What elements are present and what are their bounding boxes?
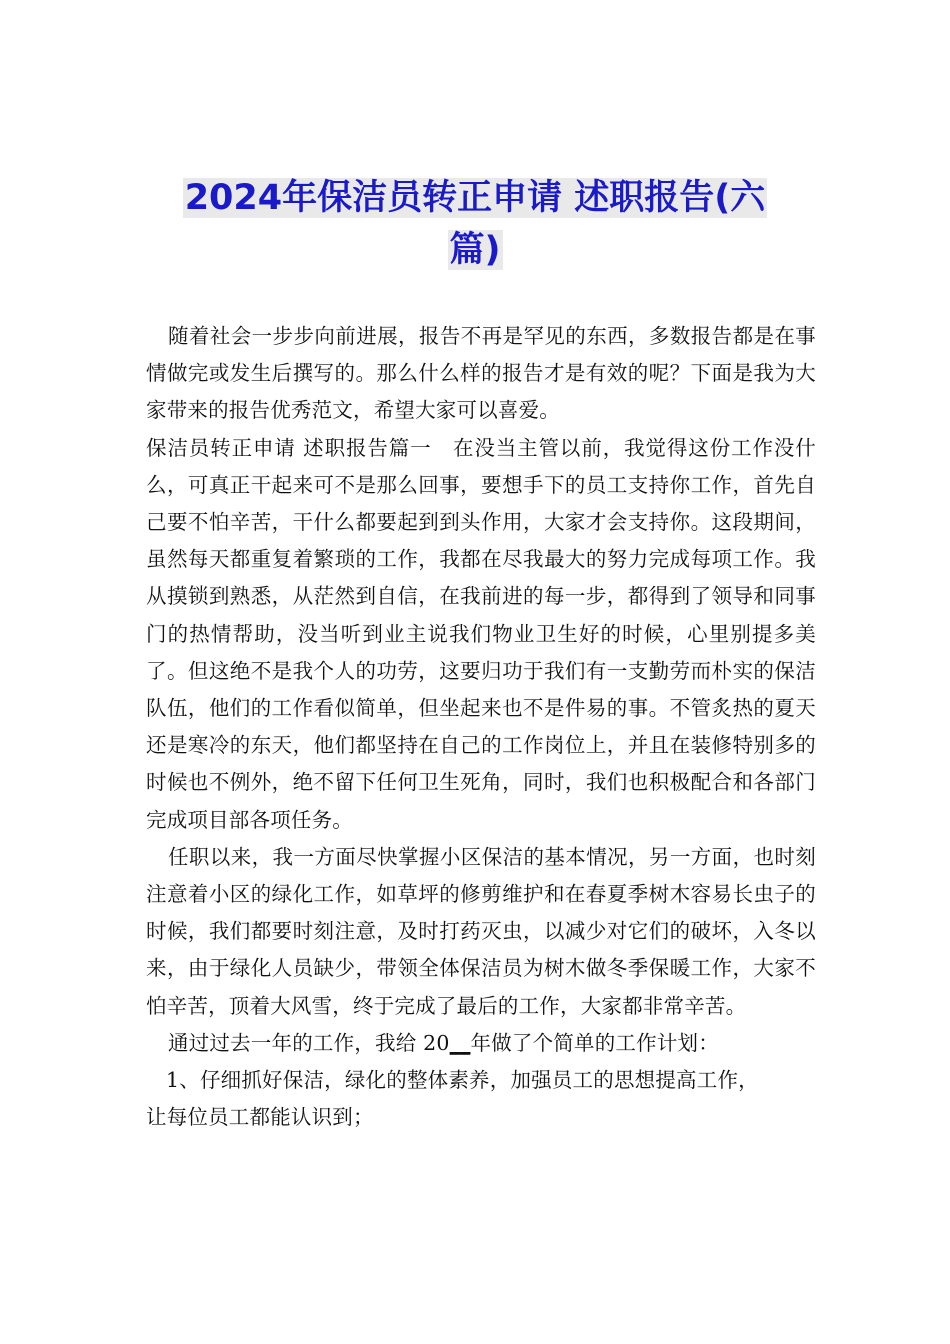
- document-title: [160, 172, 790, 276]
- document-body: [146, 318, 816, 1136]
- plan-item-1: 1、仔细抓好保洁，绿化的整体素养，加强员工的思想提高工作，: [166, 1068, 759, 1093]
- title-line-1: 2024年保洁员转正申请 述职报告(六: [184, 178, 766, 218]
- plan-intro-paragraph: [146, 1025, 816, 1062]
- year-blank: __: [449, 1030, 471, 1055]
- section-1-paragraph: 保洁员转正申请 述职报告篇一 在没当主管以前，我觉得这份工作没什么，可真正干起来可不是那么回事，要想手下的员工支持你工作，首先自己要不怕辛苦，干什么都要起到到头作用，大家才会支持你。这段期间，虽然每天都重复着繁琐的工作，我都在尽我最大的努力完成每项工作。我从摸锁到熟悉，从茫然到自信，在我前进的每一步，都得到了领导和同事门的热情帮助，没当听到业主说我们物业卫生好的时候，心里别提多美了。但这绝不是我个人的功劳，这要归功于我们有一支勤劳而朴实的保洁队伍，他们的工作看似简单，但坐起来也不是件易的事。不管炙热的夏天还是寒冷的东天，他们都坚持在自己的工作岗位上，并且在装修特别多的时候也不例外，绝不留下任何卫生死角，同时，我们也积极配合和各部门完成项目部各项任务。: [146, 435, 816, 832]
- title-line-2: 篇): [449, 230, 501, 270]
- intro-paragraph: 随着社会一步步向前进展，报告不再是罕见的东西，多数报告都是在事情做完或发生后撰写的。那么什么样的报告才是有效的呢？下面是我为大家带来的报告优秀范文，希望大家可以喜爱。: [146, 324, 816, 423]
- plan-intro-text-b: 年做了个简单的工作计划：: [470, 1030, 719, 1055]
- plan-intro-text-a: 通过过去一年的工作，我给 20: [168, 1030, 450, 1055]
- plan-item-1-continued: 让每位员工都能认识到；: [146, 1105, 374, 1130]
- duties-paragraph: 任职以来，我一方面尽快掌握小区保洁的基本情况，另一方面，也时刻注意着小区的绿化工作，如草坪的修剪维护和在春夏季树木容易长虫子的时候，我们都要时刻注意，及时打药灭虫，以减少对它们的破坏，入冬以来，由于绿化人员缺少，带领全体保洁员为树木做冬季保暖工作，大家不怕辛苦，顶着大风雪，终于完成了最后的工作，大家都非常辛苦。: [146, 844, 816, 1018]
